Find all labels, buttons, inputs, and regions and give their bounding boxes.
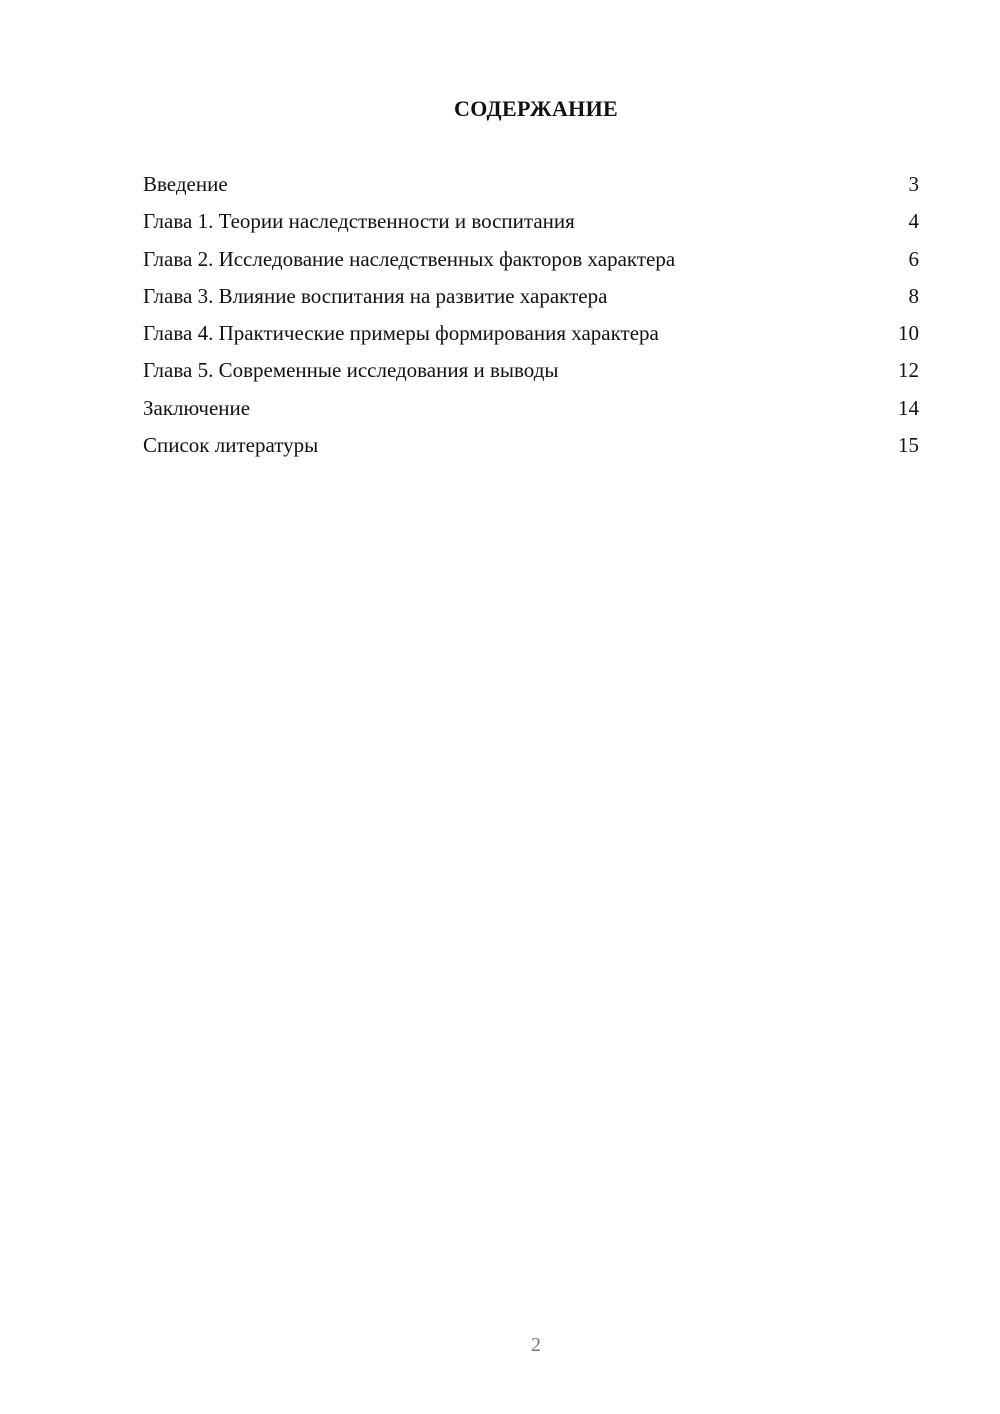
toc-entry (143, 430, 919, 467)
toc-entry-page: 10 (898, 321, 919, 346)
toc-entry-label: Глава 2. Исследование наследственных факторов характера (143, 246, 676, 271)
toc-entry-page: 12 (898, 358, 919, 383)
page-number: 2 (531, 1334, 541, 1356)
toc-entry-label: Введение (143, 172, 228, 196)
toc-entry (143, 355, 919, 392)
toc-entry-page: 4 (908, 209, 919, 234)
toc-entry-page: 15 (898, 433, 919, 458)
toc-entry-page: 14 (898, 395, 919, 420)
toc-entry-label: Глава 4. Практические примеры формирования характера (143, 321, 659, 346)
toc-entry (143, 318, 919, 355)
toc-entry-label: Список литературы (143, 433, 319, 458)
toc-entry (143, 244, 919, 281)
toc-entry-page: 8 (908, 283, 919, 308)
toc-entry (143, 206, 919, 243)
toc-entry (143, 393, 919, 430)
toc-entry-page: 6 (908, 246, 919, 271)
table-of-contents (143, 169, 919, 467)
page-title: СОДЕРЖАНИЕ (454, 96, 618, 121)
toc-entry-label: Заключение (143, 395, 251, 420)
toc-entry-label: Глава 3. Влияние воспитания на развитие характера (143, 283, 608, 308)
toc-entry-page: 3 (908, 172, 919, 196)
toc-entry-label: Глава 1. Теории наследственности и воспитания (143, 209, 575, 234)
toc-entry (143, 169, 919, 206)
toc-entry (143, 281, 919, 318)
toc-entry-label: Глава 5. Современные исследования и выводы (143, 358, 559, 383)
